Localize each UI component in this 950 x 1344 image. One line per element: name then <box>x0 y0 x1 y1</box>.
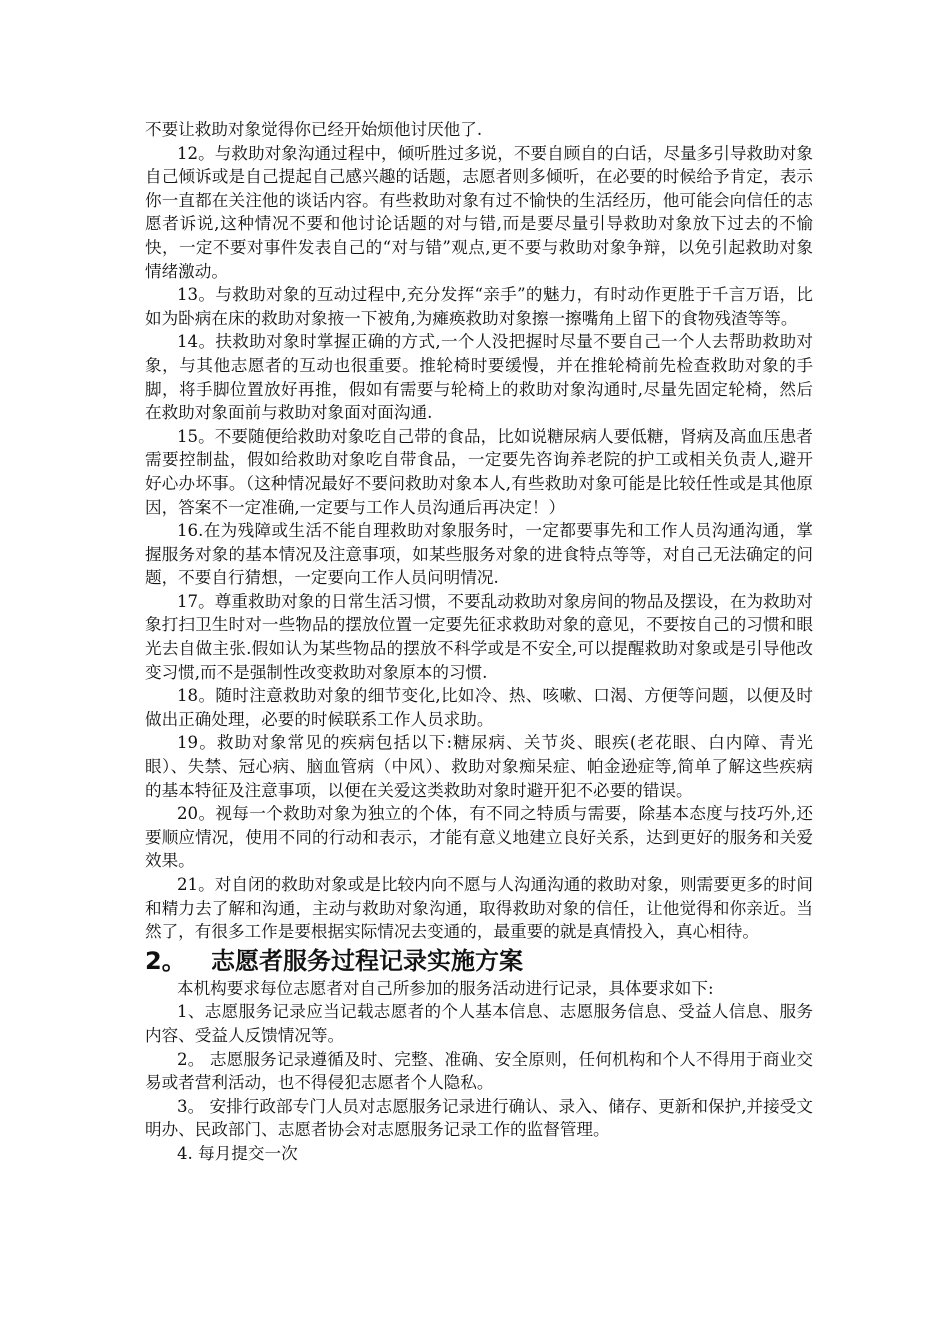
paragraph-requirement-2: 2。 志愿服务记录遵循及时、完整、准确、安全原则，任何机构和个人不得用于商业交易或者营利活动，也不得侵犯志愿者个人隐私。 <box>145 1049 813 1093</box>
paragraph-item-14: 14。扶救助对象时掌握正确的方式,一个人没把握时尽量不要自己一个人去帮助救助对象，与其他志愿者的互动也很重要。推轮椅时要缓慢，并在推轮椅前先检查救助对象的手脚，将手脚位置放好再推，假如有需要与轮椅上的救助对象沟通时,尽量先固定轮椅，然后在救助对象面前与救助对象面对面沟通. <box>145 332 813 423</box>
document-page <box>145 118 813 1166</box>
paragraph-item-16: 16.在为残障或生活不能自理救助对象服务时，一定都要事先和工作人员沟通沟通，掌握服务对象的基本情况及注意事项，如某些服务对象的进食特点等等，对自己无法确定的问题，不要自行猜想，一定要向工作人员问明情况. <box>145 521 813 588</box>
paragraph-requirement-1: 1、志愿服务记录应当记载志愿者的个人基本信息、志愿服务信息、受益人信息、服务内容、受益人反馈情况等。 <box>145 1002 813 1045</box>
section-title: 志愿者服务过程记录实施方案 <box>211 946 523 975</box>
section-number: 2。 <box>145 946 186 975</box>
paragraph-item-17: 17。尊重救助对象的日常生活习惯，不要乱动救助对象房间的物品及摆设，在为救助对象打扫卫生时对一些物品的摆放位置一定要先征求救助对象的意见，不要按自己的习惯和眼光去自做主张.假如认为某些物品的摆放不科学或是不安全,可以提醒救助对象或是引导他改变习惯,而不是强制性改变救助对象原本的习惯. <box>145 591 813 682</box>
paragraph-item-13: 13。与救助对象的互动过程中,充分发挥“亲手”的魅力，有时动作更胜于千言万语，比如为卧病在床的救助对象掖一下被角,为瘫痪救助对象擦一擦嘴角上留下的食物残渣等等。 <box>145 285 813 328</box>
paragraph-requirement-3: 3。 安排行政部专门人员对志愿服务记录进行确认、录入、储存、更新和保护,并接受文明办、民政部门、志愿者协会对志愿服务记录工作的监督管理。 <box>145 1096 813 1140</box>
paragraph-item-18: 18。随时注意救助对象的细节变化,比如冷、热、咳嗽、口渴、方便等问题，以便及时做出正确处理，必要的时候联系工作人员求助。 <box>145 686 813 729</box>
paragraph-continuation: 不要让救助对象觉得你已经开始烦他讨厌他了. <box>145 120 483 139</box>
paragraph-item-12: 12。与救助对象沟通过程中，倾听胜过多说，不要自顾自的白话，尽量多引导救助对象自己倾诉或是自己提起自己感兴趣的话题，志愿者则多倾听，在必要的时候给予肯定，表示你一直都在关注他的谈话内容。有些救助对象有过不愉快的生活经历，他可能会向信任的志愿者诉说,这种情况不要和他讨论话题的对与错,而是要尽量引导救助对象放下过去的不愉快，一定不要对事件发表自己的“对与错”观点,更不要与救助对象争辩，以免引起救助对象情绪激动。 <box>145 143 813 281</box>
paragraph-intro: 本机构要求每位志愿者对自己所参加的服务活动进行记录，具体要求如下: <box>177 978 714 998</box>
paragraph-item-15: 15。不要随便给救助对象吃自己带的食品，比如说糖尿病人要低糖，肾病及高血压患者需要控制盐，假如给救助对象吃自带食品，一定要先咨询养老院的护工或相关负责人,避开好心办坏事。（这种情况最好不要问救助对象本人,有些救助对象可能是比较任性或是其他原因，答案不一定准确,一定要与工作人员沟通后再决定！） <box>145 426 813 517</box>
paragraph-item-21: 21。对自闭的救助对象或是比较内向不愿与人沟通沟通的救助对象，则需要更多的时间和精力去了解和沟通，主动与救助对象沟通，取得救助对象的信任，让他觉得和你亲近。当然了，有很多工作是要根据实际情况去变通的，最重要的就是真情投入，真心相待。 <box>145 875 813 942</box>
paragraph-item-19: 19。救助对象常见的疾病包括以下:糖尿病、关节炎、眼疾(老花眼、白内障、青光眼）、失禁、冠心病、脑血管病（中风）、救助对象痴呆症、帕金逊症等,简单了解这些疾病的基本特征及注意事项，以便在关爱这类救助对象时避开犯不必要的错误。 <box>145 733 813 800</box>
section-heading <box>145 946 813 976</box>
paragraph-item-20: 20。视每一个救助对象为独立的个体，有不同之特质与需要，除基本态度与技巧外,还要顺应情况，使用不同的行动和表示，才能有意义地建立良好关系，达到更好的服务和关爱效果。 <box>145 804 813 871</box>
paragraph-requirement-4: 4. 每月提交一次 <box>177 1143 298 1163</box>
